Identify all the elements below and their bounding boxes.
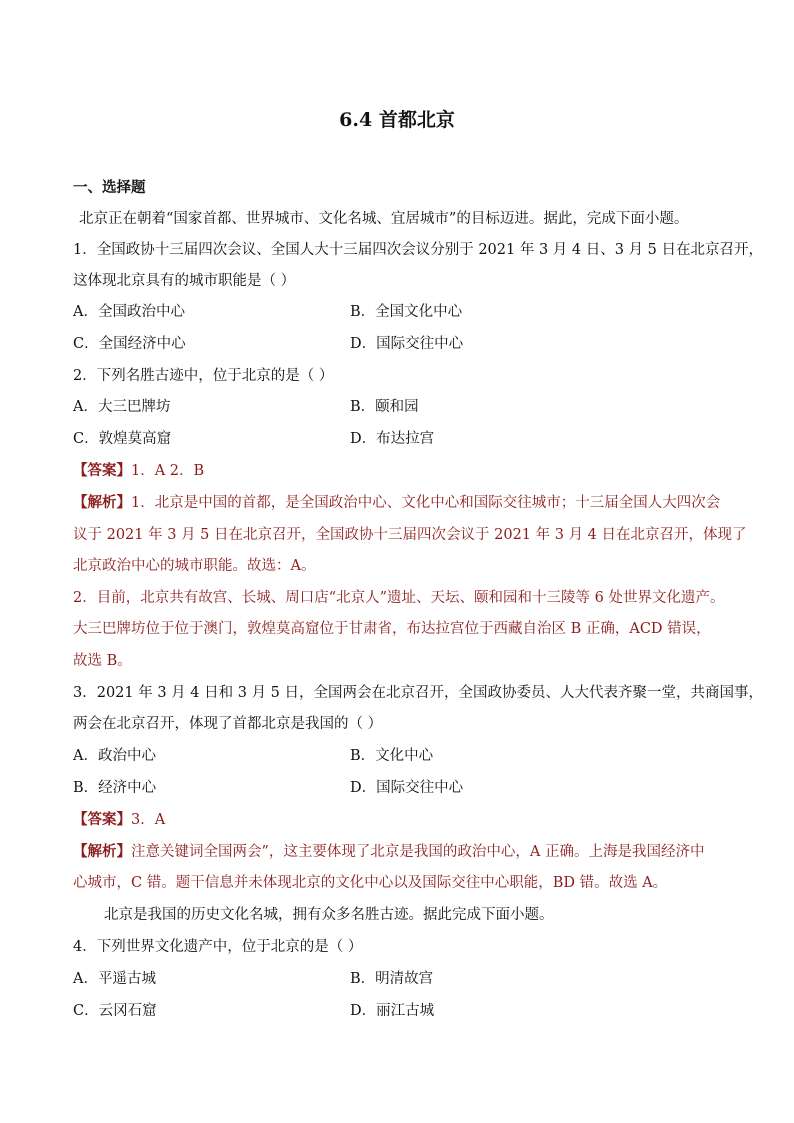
answer-tag: 【答案】 — [73, 462, 131, 479]
question-4-option-b: B．明清故宫 — [350, 971, 434, 987]
analysis-tag: 【解析】 — [73, 843, 131, 860]
intro-paragraph-2: 北京是我国的历史文化名城，拥有众多名胜古迹。据此完成下面小题。 — [104, 907, 554, 923]
analysis-text: 注意关键词全国两会”，这主要体现了北京是我国的政治中心，A 正确。上海是我国经济中 — [131, 844, 705, 860]
question-1-option-b: B．全国文化中心 — [350, 304, 463, 320]
question-2-option-b: B．颐和园 — [350, 399, 419, 415]
analysis-3-line-2: 心城市，C 错。题干信息并未体现北京的文化中心以及国际交往中心职能，BD 错。故选 A。 — [73, 875, 668, 891]
question-4-option-a: A．平遥古城 — [73, 971, 156, 987]
question-2-option-d: D．布达拉宫 — [350, 431, 435, 447]
question-4-stem: 4．下列世界文化遗产中，位于北京的是（ ） — [73, 939, 363, 955]
question-1-option-a: A．全国政治中心 — [73, 304, 185, 320]
question-3-option-d: D．国际交往中心 — [350, 780, 464, 796]
answer-tag: 【答案】 — [73, 811, 131, 828]
analysis-3-line-1 — [73, 842, 705, 862]
analysis-tag: 【解析】 — [73, 494, 131, 511]
question-3-line-1: 3．2021 年 3 月 4 日和 3 月 5 日，全国两会在北京召开，全国政协委员、人大代表齐聚一堂，共商国事， — [73, 685, 764, 701]
section-heading: 一、选择题 — [73, 179, 146, 196]
analysis-1-2-line-6: 故选 B。 — [73, 653, 132, 669]
analysis-1-2-line-1 — [73, 493, 720, 513]
question-1-option-d: D．国际交往中心 — [350, 336, 464, 352]
analysis-text: 1．北京是中国的首都，是全国政治中心、文化中心和国际交往城市；十三届全国人大四次会 — [131, 495, 721, 511]
question-2-option-c: C．敦煌莫高窟 — [73, 431, 172, 447]
question-4-option-d: D．丽江古城 — [350, 1003, 435, 1019]
question-1-line-2: 这体现北京具有的城市职能是（ ） — [73, 273, 296, 289]
answer-text: 3．A — [131, 812, 166, 828]
analysis-1-2-line-3: 北京政治中心的城市职能。故选：A。 — [73, 558, 316, 574]
question-4-option-c: C．云冈石窟 — [73, 1003, 157, 1019]
analysis-1-2-line-4: 2．目前，北京共有故宫、长城、周口店“北京人”遗址、天坛、颐和园和十三陵等 6 处世界文化遗产。 — [73, 590, 725, 606]
question-3-option-b: B．文化中心 — [350, 748, 434, 764]
question-1-option-c: C．全国经济中心 — [73, 336, 186, 352]
answer-3 — [73, 810, 165, 830]
question-3-option-c: B．经济中心 — [73, 780, 157, 796]
question-2-option-a: A．大三巴牌坊 — [73, 399, 171, 415]
answer-text: 1．A 2．B — [131, 463, 205, 479]
analysis-1-2-line-2: 议于 2021 年 3 月 5 日在北京召开，全国政协十三届四次会议于 2021 年 3 月 4 日在北京召开，体现了 — [73, 527, 747, 543]
intro-paragraph-1: 北京正在朝着“国家首都、世界城市、文化名城、宜居城市”的目标迈进。据此，完成下面小题。 — [79, 211, 689, 227]
analysis-1-2-line-5: 大三巴牌坊位于位于澳门，敦煌莫高窟位于甘肃省，布达拉宫位于西藏自治区 B 正确，ACD 错误， — [73, 621, 711, 637]
question-3-option-a: A．政治中心 — [73, 748, 156, 764]
answer-1-2 — [73, 461, 204, 481]
page-title: 6.4 首都北京 — [339, 109, 455, 131]
question-2-stem: 2．下列名胜古迹中，位于北京的是（ ） — [73, 368, 334, 384]
question-3-line-2: 两会在北京召开，体现了首都北京是我国的（ ） — [73, 716, 383, 732]
question-1-line-1: 1．全国政协十三届四次会议、全国人大十三届四次会议分别于 2021 年 3 月 4 日、3 月 5 日在北京召开， — [73, 242, 764, 258]
